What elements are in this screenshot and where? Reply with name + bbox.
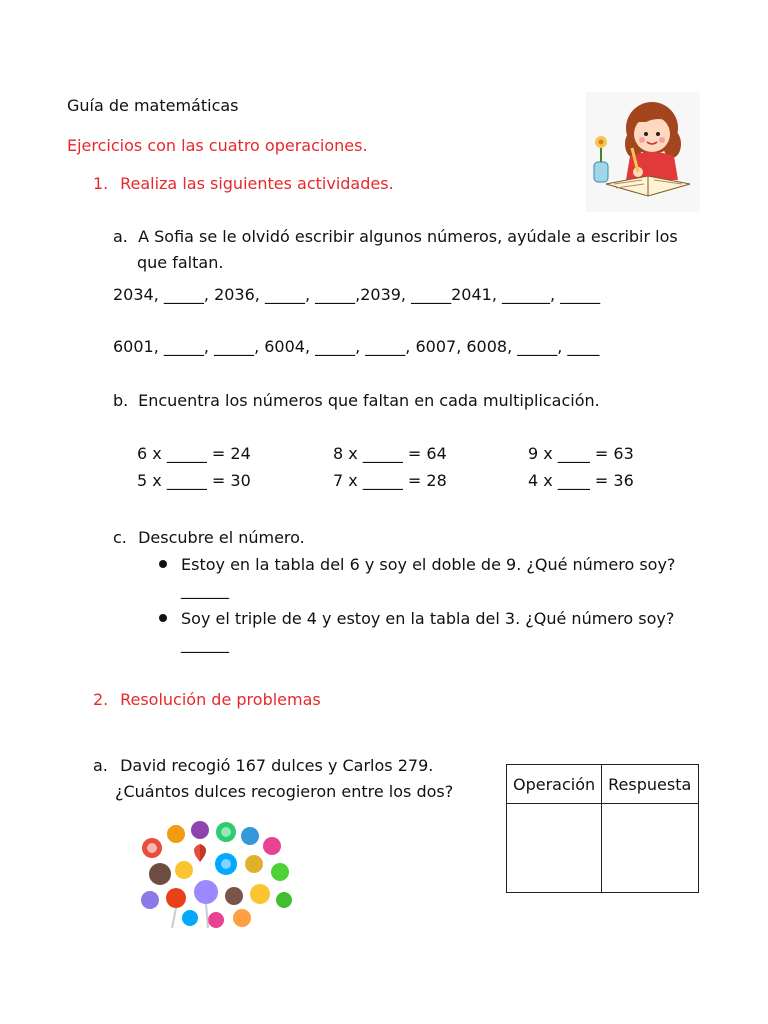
exercise-b-label: b. xyxy=(113,391,129,410)
header-operacion: Operación xyxy=(507,765,602,804)
section-1-heading xyxy=(93,174,394,194)
section-1-number: 1. xyxy=(93,174,109,193)
subtitle: Ejercicios con las cuatro operaciones. xyxy=(67,136,368,155)
equation-3: 9 x ____ = 63 xyxy=(528,444,634,463)
equation-5: 7 x _____ = 28 xyxy=(333,471,447,490)
equation-4: 5 x _____ = 30 xyxy=(137,471,251,490)
exercise-b xyxy=(113,391,600,411)
bullet-dot xyxy=(159,560,167,568)
page-title: Guía de matemáticas xyxy=(67,96,239,115)
girl-writing-illustration xyxy=(586,92,700,212)
bullet-2-blank: ______ xyxy=(181,634,229,653)
equation-1: 6 x _____ = 24 xyxy=(137,444,251,463)
bullet-1 xyxy=(159,555,675,574)
problem-a-line1 xyxy=(93,756,433,776)
section-2-heading xyxy=(93,690,321,710)
exercise-b-text: Encuentra los números que faltan en cada multiplicación. xyxy=(138,391,600,410)
bullet-dot xyxy=(159,614,167,622)
header-respuesta: Respuesta xyxy=(602,765,699,804)
bullet-2-text: Soy el triple de 4 y estoy en la tabla del 3. ¿Qué número soy? xyxy=(181,609,675,628)
section-2-number: 2. xyxy=(93,690,109,709)
exercise-c xyxy=(113,528,305,548)
respuesta-cell[interactable] xyxy=(602,804,699,893)
bullet-1-text: Estoy en la tabla del 6 y soy el doble de 9. ¿Qué número soy? xyxy=(181,555,676,574)
problem-a-text1: David recogió 167 dulces y Carlos 279. xyxy=(120,756,434,775)
problem-a-line2: ¿Cuántos dulces recogieron entre los dos? xyxy=(115,782,454,801)
exercise-a-line2: que faltan. xyxy=(137,253,224,272)
operacion-cell[interactable] xyxy=(507,804,602,893)
answer-table xyxy=(506,764,699,893)
exercise-c-text: Descubre el número. xyxy=(138,528,305,547)
exercise-a-label: a. xyxy=(113,227,128,246)
exercise-c-label: c. xyxy=(113,528,127,547)
problem-a-label: a. xyxy=(93,756,108,775)
sequence-2: 6001, _____, _____, 6004, _____, _____, 6007, 6008, _____, ____ xyxy=(113,337,600,356)
section-1-title: Realiza las siguientes actividades. xyxy=(120,174,394,193)
equation-2: 8 x _____ = 64 xyxy=(333,444,447,463)
section-2-title: Resolución de problemas xyxy=(120,690,321,709)
bullet-2 xyxy=(159,609,674,628)
sequence-1: 2034, _____, 2036, _____, _____,2039, _____2041, ______, _____ xyxy=(113,285,601,304)
candies-illustration xyxy=(130,818,300,930)
bullet-1-blank: ______ xyxy=(181,580,229,599)
exercise-a-line1 xyxy=(113,227,678,247)
exercise-a-text: A Sofia se le olvidó escribir algunos números, ayúdale a escribir los xyxy=(138,227,678,246)
equation-6: 4 x ____ = 36 xyxy=(528,471,634,490)
